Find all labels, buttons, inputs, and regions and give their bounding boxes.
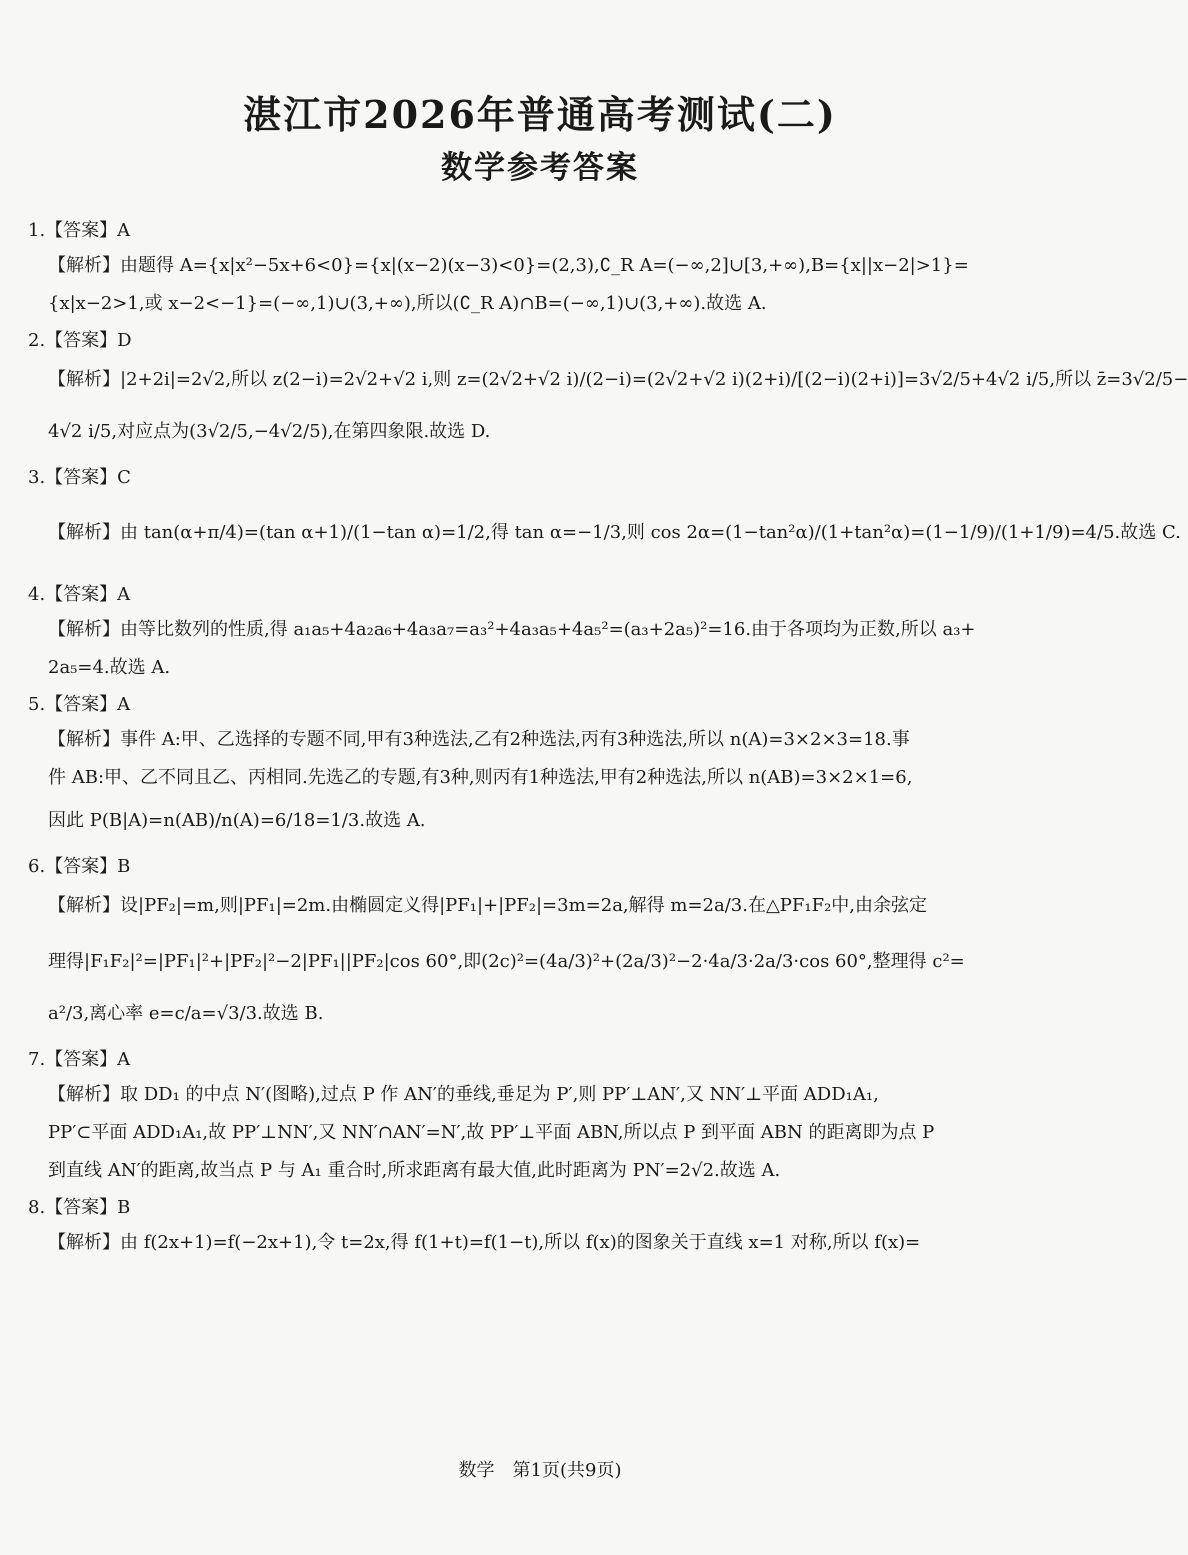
q1-explanation-line: 【解析】由题得 A={x|x²−5x+6<0}={x|(x−2)(x−3)<0}=(2,3),∁_R A=(−∞,2]∪[3,+∞),B={x||x−2|>1}= — [48, 255, 969, 276]
q2-answer-heading: 2.【答案】D — [28, 330, 132, 351]
q1-explanation-line: {x|x−2>1,或 x−2<−1}=(−∞,1)∪(3,+∞),所以(∁_R A)∩B=(−∞,1)∪(3,+∞).故选 A. — [48, 293, 767, 314]
q6-explanation-line: 【解析】设|PF₂|=m,则|PF₁|=2m.由椭圆定义得|PF₁|+|PF₂|=3m=2a,解得 m=2a/3.在△PF₁F₂中,由余弦定 — [48, 895, 928, 916]
q5-explanation-line: 【解析】事件 A:甲、乙选择的专题不同,甲有3种选法,乙有2种选法,丙有3种选法,所以 n(A)=3×2×3=18.事 — [48, 729, 910, 750]
q6-explanation-line: 理得|F₁F₂|²=|PF₁|²+|PF₂|²−2|PF₁||PF₂|cos 60°,即(2c)²=(4a/3)²+(2a/3)²−2·4a/3·2a/3·cos 60°,整理得 c²= — [48, 951, 965, 972]
q1-answer-heading: 1.【答案】A — [28, 220, 131, 241]
q8-explanation-line: 【解析】由 f(2x+1)=f(−2x+1),令 t=2x,得 f(1+t)=f(1−t),所以 f(x)的图象关于直线 x=1 对称,所以 f(x)= — [48, 1232, 921, 1253]
page-subtitle: 数学参考答案 — [441, 150, 639, 186]
q4-explanation-line: 【解析】由等比数列的性质,得 a₁a₅+4a₂a₆+4a₃a₇=a₃²+4a₃a₅+4a₅²=(a₃+2a₅)²=16.由于各项均为正数,所以 a₃+ — [48, 619, 976, 640]
q5-explanation-line: 因此 P(B|A)=n(AB)/n(A)=6/18=1/3.故选 A. — [48, 810, 426, 831]
q3-explanation-line: 【解析】由 tan(α+π/4)=(tan α+1)/(1−tan α)=1/2,得 tan α=−1/3,则 cos 2α=(1−tan²α)/(1+tan²α)=(1−1/9)/(1+1/9)=4/5.故选 C. — [48, 522, 1181, 543]
q5-explanation-line: 件 AB:甲、乙不同且乙、丙相同.先选乙的专题,有3种,则丙有1种选法,甲有2种选法,所以 n(AB)=3×2×1=6, — [48, 767, 913, 788]
q7-explanation-line: 到直线 AN′的距离,故当点 P 与 A₁ 重合时,所求距离有最大值,此时距离为 PN′=2√2.故选 A. — [48, 1160, 781, 1181]
q4-answer-heading: 4.【答案】A — [28, 584, 131, 605]
q2-explanation-line: 【解析】|2+2i|=2√2,所以 z(2−i)=2√2+√2 i,则 z=(2√2+√2 i)/(2−i)=(2√2+√2 i)(2+i)/[(2−i)(2+i)]=3√2/5+4√2 i/5,所以 z̄=3√2/5− — [48, 369, 1188, 390]
q4-explanation-line: 2a₅=4.故选 A. — [48, 657, 171, 678]
q6-explanation-line: a²/3,离心率 e=c/a=√3/3.故选 B. — [48, 1003, 324, 1024]
answers-body — [28, 216, 1188, 1267]
q7-explanation-line: PP′⊂平面 ADD₁A₁,故 PP′⊥NN′,又 NN′∩AN′=N′,故 PP′⊥平面 ABN,所以点 P 到平面 ABN 的距离即为点 P — [48, 1122, 935, 1143]
q7-explanation-line: 【解析】取 DD₁ 的中点 N′(图略),过点 P 作 AN′的垂线,垂足为 P′,则 PP′⊥AN′,又 NN′⊥平面 ADD₁A₁, — [48, 1084, 879, 1105]
q2-explanation-line: 4√2 i/5,对应点为(3√2/5,−4√2/5),在第四象限.故选 D. — [48, 421, 491, 442]
q5-answer-heading: 5.【答案】A — [28, 694, 131, 715]
q8-answer-heading: 8.【答案】B — [28, 1197, 131, 1218]
q3-answer-heading: 3.【答案】C — [28, 467, 131, 488]
page-footer: 数学 第1页(共9页) — [458, 1460, 622, 1481]
q6-answer-heading: 6.【答案】B — [28, 856, 131, 877]
q7-answer-heading: 7.【答案】A — [28, 1049, 131, 1070]
page-title: 湛江市2026年普通高考测试(二) — [243, 92, 837, 137]
